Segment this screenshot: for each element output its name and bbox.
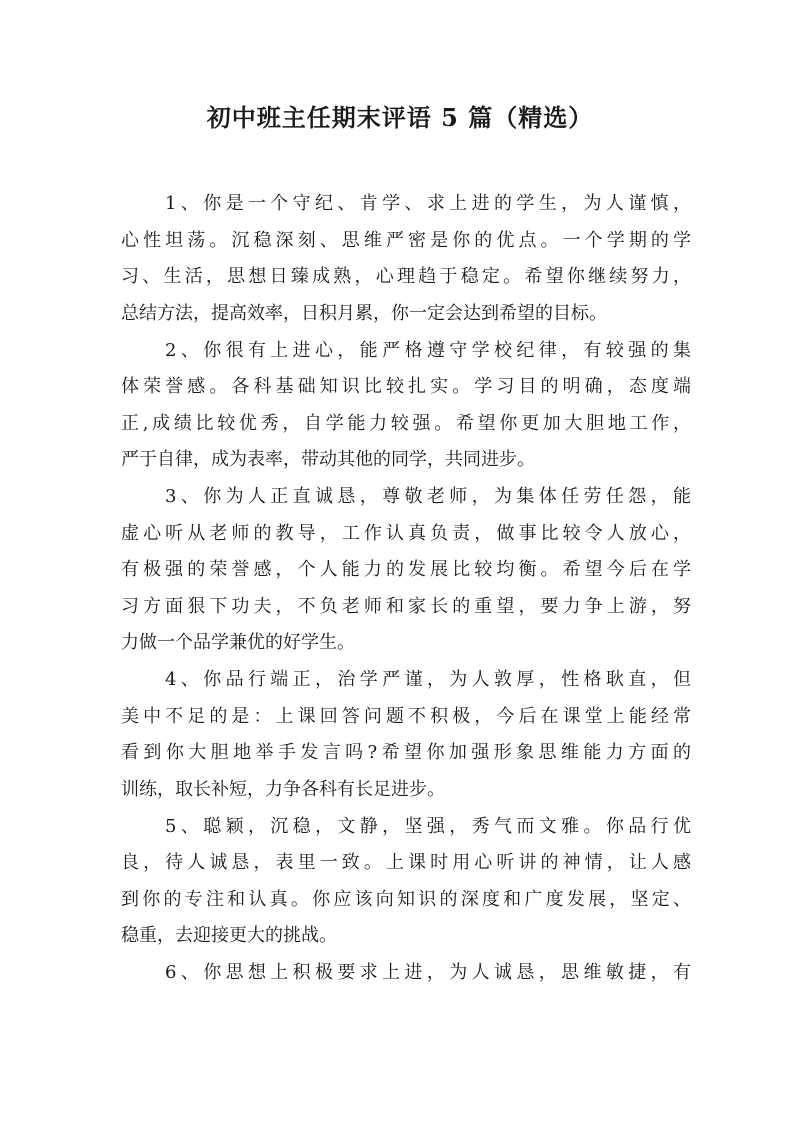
text-line: 正,成绩比较优秀，自学能力较强。希望你更加大胆地工作，: [121, 413, 691, 434]
text-line: 4、你品行端正，治学严谨，为人敦厚，性格耿直，但: [165, 669, 691, 690]
text-line: 美中不足的是：上课回答问题不积极，今后在课堂上能经常: [121, 706, 691, 727]
text-line: 习方面狠下功夫，不负老师和家长的重望，要力争上游，努: [121, 596, 691, 617]
text-line: 良，待人诚恳，表里一致。上课时用心听讲的神情，让人感: [121, 852, 691, 873]
text-line: 2、你很有上进心，能严格遵守学校纪律，有较强的集: [165, 340, 691, 361]
text-line: 有极强的荣誉感，个人能力的发展比较均衡。希望今后在学: [121, 559, 691, 580]
text-line: 看到你大胆地举手发言吗?希望你加强形象思维能力方面的: [121, 742, 691, 763]
text-line: 到你的专注和认真。你应该向知识的深度和广度发展，坚定、: [121, 889, 691, 910]
text-line: 虚心听从老师的教导，工作认真负责，做事比较令人放心，: [121, 523, 691, 544]
text-line: 总结方法，提高效率，日积月累，你一定会达到希望的目标。: [121, 303, 607, 324]
text-line: 稳重，去迎接更大的挑战。: [121, 925, 337, 946]
text-line: 心性坦荡。沉稳深刻、思维严密是你的优点。一个学期的学: [121, 230, 691, 251]
text-line: 力做一个品学兼优的好学生。: [121, 632, 355, 653]
text-line: 1、你是一个守纪、肯学、求上进的学生，为人谨慎，: [165, 193, 691, 214]
document-title: 初中班主任期末评语 5 篇（精选）: [206, 103, 594, 132]
text-line: 训练，取长补短，力争各科有长足进步。: [121, 779, 445, 800]
text-line: 体荣誉感。各科基础知识比较扎实。学习目的明确，态度端: [121, 376, 691, 397]
text-line: 严于自律，成为表率，带动其他的同学，共同进步。: [121, 449, 535, 470]
text-line: 5、聪颖，沉稳，文静，坚强，秀气而文雅。你品行优: [165, 816, 691, 837]
text-line: 6、你思想上积极要求上进，为人诚恳，思维敏捷，有: [165, 962, 691, 983]
text-line: 习、生活，思想日臻成熟，心理趋于稳定。希望你继续努力，: [121, 266, 691, 287]
text-line: 3、你为人正直诚恳，尊敬老师，为集体任劳任怨，能: [165, 486, 691, 507]
